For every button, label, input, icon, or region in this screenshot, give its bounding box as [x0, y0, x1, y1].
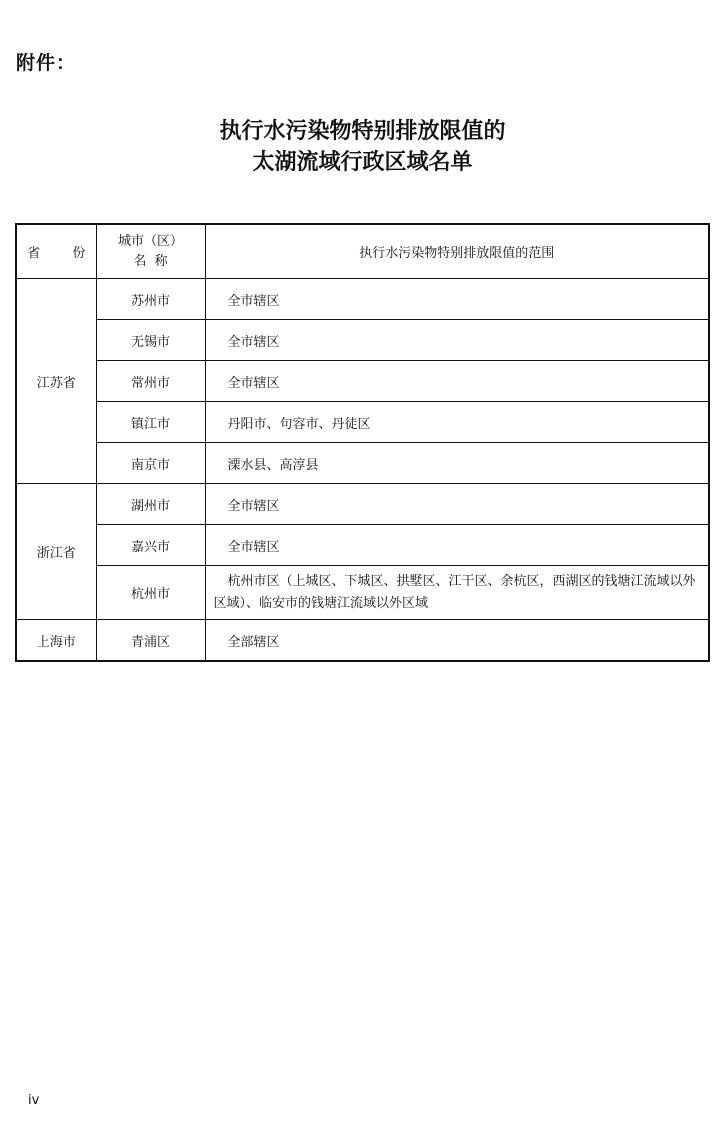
header-province: [16, 224, 96, 279]
table-row: [16, 279, 709, 320]
city-cell: 湖州市: [96, 484, 205, 525]
city-cell: 杭州市: [96, 566, 205, 620]
scope-text: 全市辖区: [227, 539, 280, 555]
attachment-label: 附件：: [16, 52, 77, 74]
scope-cell: [205, 443, 709, 484]
scope-cell: [205, 484, 709, 525]
table-row: [16, 566, 709, 620]
scope-cell: [205, 525, 709, 566]
city-cell: 嘉兴市: [96, 525, 205, 566]
scope-text: 全市辖区: [227, 498, 280, 514]
header-province-char1: 省: [27, 246, 41, 261]
page-number: iv: [28, 1093, 40, 1108]
header-province-char2: 份: [72, 246, 86, 261]
header-city: [96, 224, 205, 279]
scope-text: 全部辖区: [227, 634, 280, 650]
table-row: [16, 320, 709, 361]
header-city-line1: 城市（区）: [117, 233, 183, 249]
table-header-row: [16, 224, 709, 279]
province-cell-jiangsu: 江苏省: [16, 279, 96, 484]
city-cell: 常州市: [96, 361, 205, 402]
scope-text: 溧水县、高淳县: [227, 457, 319, 473]
city-cell: 青浦区: [96, 620, 205, 662]
city-cell: 镇江市: [96, 402, 205, 443]
scope-text: 丹阳市、句容市、丹徒区: [227, 416, 371, 432]
region-list-table: [15, 223, 710, 662]
scope-text: 杭州市区（上城区、下城区、拱墅区、江干区、余杭区，西湖区的钱塘江流域以外区域）、临安市的钱塘江流域以外区域: [213, 573, 696, 611]
document-title-line2: 太湖流域行政区域名单: [252, 149, 473, 175]
header-city-line2: 名 称: [133, 253, 168, 269]
table-row: [16, 361, 709, 402]
province-cell-zhejiang: 浙江省: [16, 484, 96, 620]
scope-text: 全市辖区: [227, 334, 280, 350]
document-title-line1: 执行水污染物特别排放限值的: [219, 118, 506, 144]
scope-cell: [205, 279, 709, 320]
table-row: [16, 620, 709, 662]
scope-cell: [205, 566, 709, 620]
province-cell-shanghai: 上海市: [16, 620, 96, 662]
city-cell: 苏州市: [96, 279, 205, 320]
scope-text: 全市辖区: [227, 375, 280, 391]
scope-cell: [205, 620, 709, 662]
table-row: [16, 443, 709, 484]
table-row: [16, 525, 709, 566]
scope-cell: [205, 361, 709, 402]
city-cell: 无锡市: [96, 320, 205, 361]
header-scope: 执行水污染物特别排放限值的范围: [205, 224, 709, 279]
table-row: [16, 484, 709, 525]
scope-cell: [205, 402, 709, 443]
scope-text: 全市辖区: [227, 293, 280, 309]
table-row: [16, 402, 709, 443]
city-cell: 南京市: [96, 443, 205, 484]
scope-cell: [205, 320, 709, 361]
